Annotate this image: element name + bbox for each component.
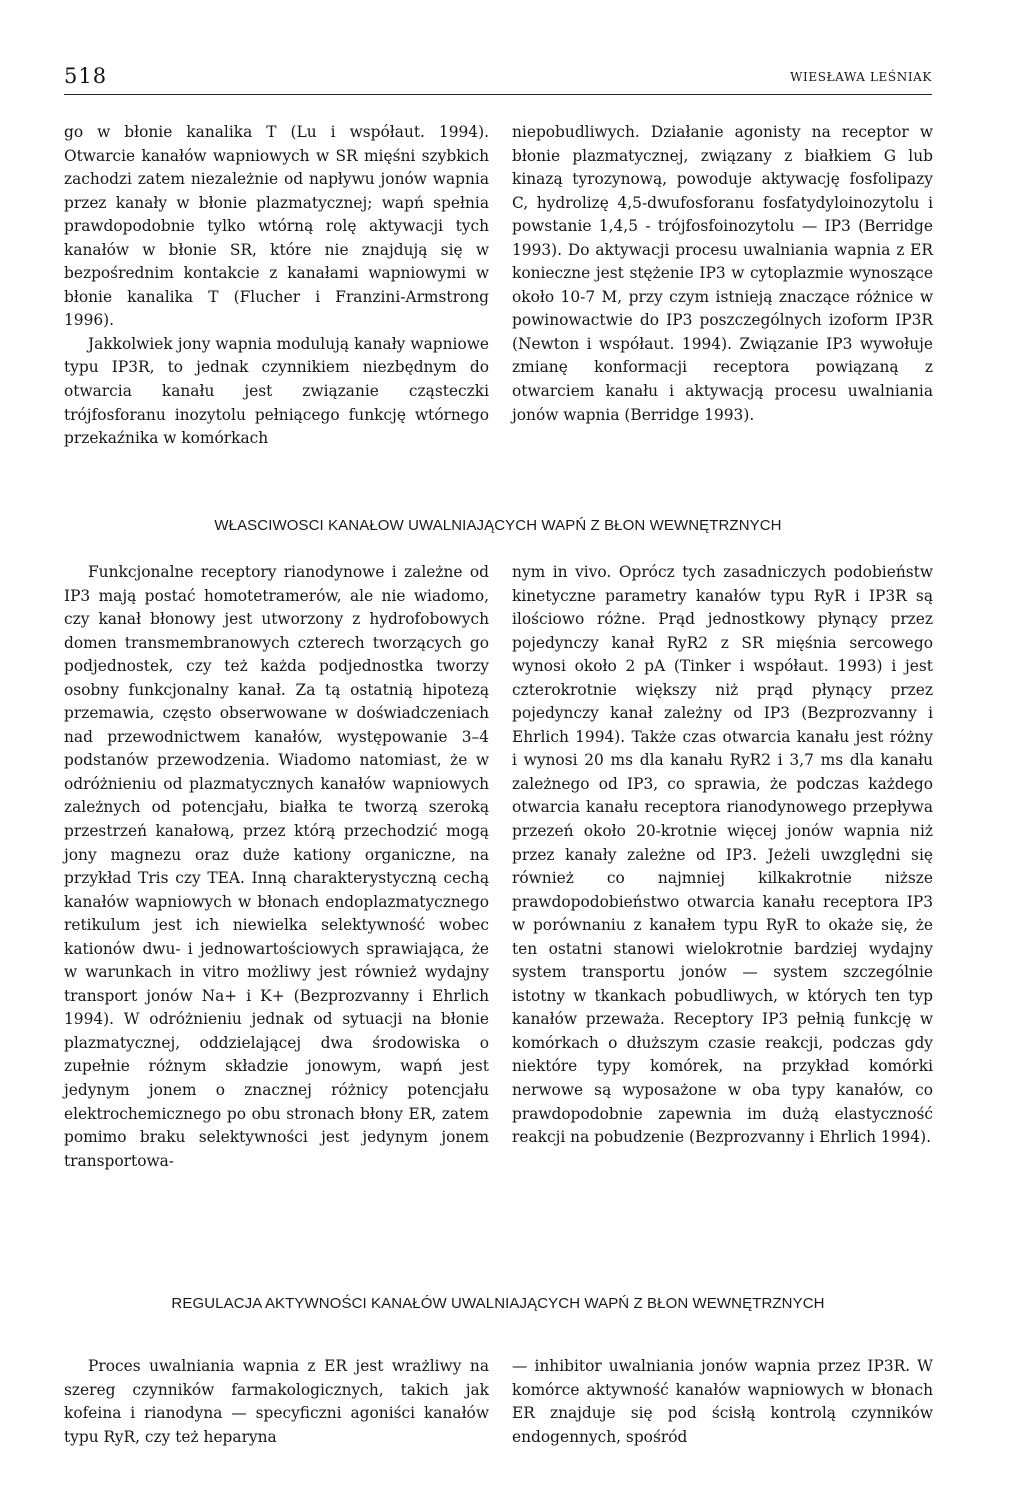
paragraph: Proces uwalniania wapnia z ER jest wrażliwy na szereg czynników farmakologicznych, takich jak kofeina i rianodyna — specyficzni agoniści kanałów typu RyR, czy też heparyna <box>64 1357 489 1446</box>
section3-right-column <box>512 1355 933 1449</box>
section3-left-column <box>64 1355 489 1449</box>
section-heading-properties: WŁASCIWOSCI KANAŁOW UWALNIAJĄCYCH WAPŃ Z BŁON WEWNĘTRZNYCH <box>214 517 782 534</box>
section2-right-column <box>512 561 933 1150</box>
paragraph: Funkcjonalne receptory rianodynowe i zależne od IP3 mają postać homotetramerów, ale nie wiadomo, czy kanał błonowy jest utworzony z hydrofobowych domen transmembranowych czterech tworzących go podjednostek, czy też każda podjednostka tworzy osobny funkcjonalny kanał. Za tą ostatnią hipotezą przemawia, często obserwowane w doświadczeniach nad przewodnictwem kanałów, występowanie 3–4 podstanów przewodzenia. Wiadomo natomiast, że w odróżnieniu od plazmatycznych kanałów wapniowych zależnych od potencjału, białka te tworzą szeroką przestrzeń kanałową, przez którą przechodzić mogą jony magnezu oraz duże kationy organiczne, na przykład Tris czy TEA. Inną charakterystyczną cechą kanałów wapniowych w błonach endoplazmatycznego retikulum jest ich niewielka selektywność wobec kationów dwu- i jednowartościowych sprawiająca, że w warunkach in vitro możliwy jest również wydajny transport jonów Na+ i K+ (Bezprozvanny i Ehrlich 1994). W odróżnieniu jednak od sytuacji na błonie plazmatycznej, oddzielającej dwa środowiska o zupełnie różnym składzie jonowym, wapń jest jedynym jonem o znacznej różnicy potencjału elektrochemicznego po obu stronach błony ER, zatem pomimo braku selektywności jest jedynym jonem transportowa- <box>64 563 489 1170</box>
header-rule <box>64 94 932 95</box>
section1-left-column <box>64 121 489 451</box>
section2-left-column <box>64 561 489 1173</box>
section-heading-regulation: REGULACJA AKTYWNOŚCI KANAŁÓW UWALNIAJĄCYCH WAPŃ Z BŁON WEWNĘTRZNYCH <box>171 1295 825 1312</box>
paragraph: Jakkolwiek jony wapnia modulują kanały wapniowe typu IP3R, to jednak czynnikiem niezbędnym do otwarcia kanału jest związanie cząsteczki trójfosforanu inozytolu pełniącego funkcję wtórnego przekaźnika w komórkach <box>64 334 489 448</box>
paragraph: — inhibitor uwalniania jonów wapnia przez IP3R. W komórce aktywność kanałów wapniowych w błonach ER znajduje się pod ścisłą kontrolą czynników endogennych, spośród <box>512 1357 933 1446</box>
page-number: 518 <box>64 64 108 88</box>
paragraph: go w błonie kanalika T (Lu i współaut. 1994). Otwarcie kanałów wapniowych w SR mięśni szybkich zachodzi zatem niezależnie od napływu jonów wapnia przez kanały w błonie plazmatycznej; wapń spełnia prawdopodobnie tylko wtórną rolę aktywacji tych kanałów w błonie SR, które nie znajdują się w bezpośrednim kontakcie z kanałami wapniowymi w błonie kanalika T (Flucher i Franzini-Armstrong 1996). <box>64 123 489 330</box>
running-head <box>64 64 932 100</box>
paragraph: nym in vivo. Oprócz tych zasadniczych podobieństw kinetyczne parametry kanałów typu RyR i IP3R są ilościowo różne. Prąd jednostkowy płynący przez pojedynczy kanał RyR2 z SR mięśnia sercowego wynosi około 2 pA (Tinker i współaut. 1993) i jest czterokrotnie większy niż prąd płynący przez pojedynczy kanał zależny od IP3 (Bezprozvanny i Ehrlich 1994). Także czas otwarcia kanału jest różny i wynosi 20 ms dla kanału RyR2 i 3,7 ms dla kanału zależnego od IP3, co sprawia, że podczas każdego otwarcia kanału receptora rianodynowego przepływa przezeń około 20-krotnie więcej jonów wapnia niż przez kanały zależne od IP3. Jeżeli uwzględni się również co najmniej kilkakrotnie niższe prawdopodobieństwo otwarcia kanału receptora IP3 w porównaniu z kanałem typu RyR to okaże się, że ten ostatni stanowi wielokrotnie bardziej wydajny system transportu jonów — system szczególnie istotny w tkankach pobudliwych, w których ten typ kanałów przeważa. Receptory IP3 pełnią funkcję w komórkach o dłuższym czasie reakcji, podczas gdy niektóre typy komórek, na przykład komórki nerwowe są wyposażone w oba typy kanałów, co prawdopodobnie zapewnia im dużą elastyczność reakcji na pobudzenie (Bezprozvanny i Ehrlich 1994). <box>512 563 933 1147</box>
running-head-author: WIESŁAWA LEŚNIAK <box>790 70 932 84</box>
paragraph: niepobudliwych. Działanie agonisty na receptor w błonie plazmatycznej, związany z białkiem G lub kinazą tyrozynową, powoduje aktywację fosfolipazy C, hydrolizę 4,5-dwufosforanu fosfatydyloinozytolu i powstanie 1,4,5 - trójfosfoinozytolu — IP3 (Berridge 1993). Do aktywacji procesu uwalniania wapnia z ER konieczne jest stężenie IP3 w cytoplazmie wynoszące około 10-7 M, przy czym istnieją znaczące różnice w powinowactwie do IP3 poszczególnych izoform IP3R (Newton i współaut. 1994). Związanie IP3 wywołuje zmianę konformacji receptora powiązaną z otwarciem kanału i aktywacją procesu uwalniania jonów wapnia (Berridge 1993). <box>512 123 933 424</box>
section1-right-column <box>512 121 933 427</box>
